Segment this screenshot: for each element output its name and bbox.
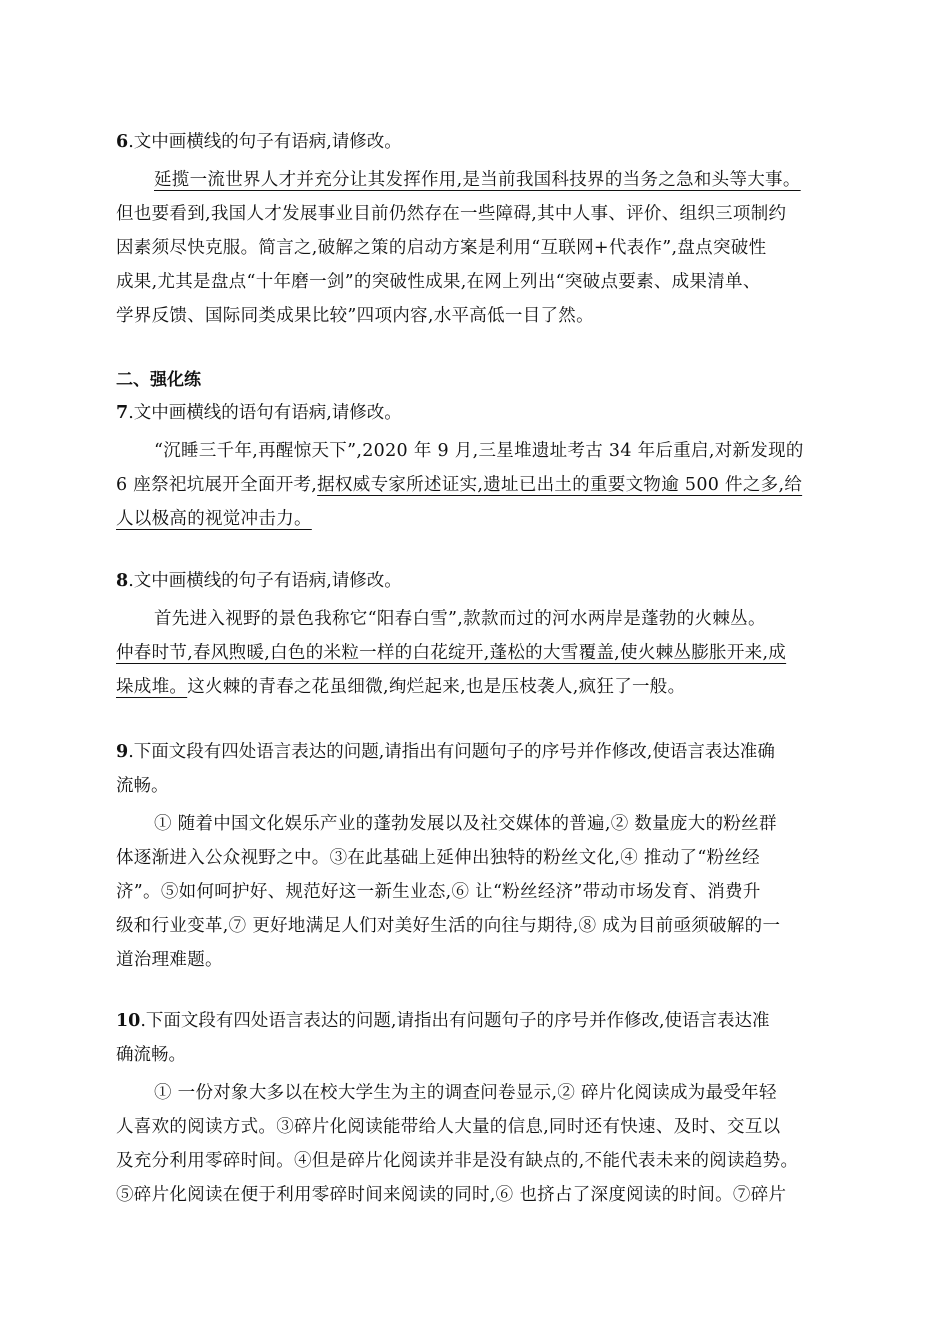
underlined-sentence: 人以极高的视觉冲击力。 (116, 509, 312, 529)
underlined-sentence: 仲春时节,春风煦暖,白色的米粒一样的白花绽开,蓬松的大雪覆盖,使火棘丛膨胀开来,成 (116, 643, 787, 663)
paragraph-line: 但也要看到,我国人才发展事业目前仍然存在一些障碍,其中人事、评价、组织三项制约 (116, 204, 787, 224)
paragraph-line: 首先进入视野的景色我称它“阳春白雪”,款款而过的河水两岸是蓬勃的火棘丛。 (154, 609, 766, 629)
paragraph-line: ① 一份对象大多以在校大学生为主的调查问卷显示,② 碎片化阅读成为最受年轻 (154, 1083, 777, 1103)
paragraph-line: 级和行业变革,⑦ 更好地满足人们对美好生活的向往与期待,⑧ 成为目前亟须破解的一 (116, 916, 781, 936)
question-8-prompt: 8.文中画横线的句子有语病,请修改。 (116, 571, 402, 591)
paragraph-line: 6 座祭祀坑展开全面开考,据权威专家所述证实,遗址已出土的重要文物逾 500 件之多,给 (116, 475, 803, 495)
paragraph-line: 济”。⑤如何呵护好、规范好这一新生业态,⑥ 让“粉丝经济”带动市场发育、消费升 (116, 882, 761, 902)
paragraph-line: ⑤碎片化阅读在便于利用零碎时间来阅读的同时,⑥ 也挤占了深度阅读的时间。⑦碎片 (116, 1185, 787, 1205)
paragraph-line: 学界反馈、国际同类成果比较”四项内容,水平高低一目了然。 (116, 306, 594, 326)
question-9-prompt-cont: 流畅。 (116, 776, 169, 796)
question-10-prompt-cont: 确流畅。 (116, 1045, 186, 1065)
section-heading: 二、强化练 (116, 370, 201, 390)
question-9-prompt: 9.下面文段有四处语言表达的问题,请指出有问题句子的序号并作修改,使语言表达准确 (116, 742, 775, 762)
question-7 (116, 396, 836, 536)
paragraph-line (116, 636, 836, 670)
question-7-prompt: 7.文中画横线的语句有语病,请修改。 (116, 403, 402, 423)
question-10 (116, 1004, 836, 1212)
underlined-sentence: 据权威专家所述证实,遗址已出土的重要文物逾 500 件之多,给 (317, 475, 803, 495)
question-number: 9 (116, 742, 129, 762)
question-9 (116, 735, 836, 977)
question-6 (116, 125, 836, 333)
underlined-sentence: 延揽一流世界人才并充分让其发挥作用,是当前我国科技界的当务之急和头等大事。 (154, 170, 801, 190)
paragraph-line: 因素须尽快克服。简言之,破解之策的启动方案是利用“互联网+代表作”,盘点突破性 (116, 238, 767, 258)
paragraph-line: 成果,尤其是盘点“十年磨一剑”的突破性成果,在网上列出“突破点要素、成果清单、 (116, 272, 761, 292)
question-number: 7 (116, 403, 129, 423)
paragraph-line: 道治理难题。 (116, 950, 223, 970)
paragraph-line: 人喜欢的阅读方式。③碎片化阅读能带给人大量的信息,同时还有快速、及时、交互以 (116, 1117, 781, 1137)
question-number: 6 (116, 132, 129, 152)
question-6-prompt: 6.文中画横线的句子有语病,请修改。 (116, 132, 402, 152)
paragraph-line: 垛成堆。这火棘的青春之花虽细微,绚烂起来,也是压枝袭人,疯狂了一般。 (116, 677, 686, 697)
question-number: 10 (116, 1011, 141, 1031)
paragraph-line (116, 163, 836, 197)
paragraph-line (116, 502, 836, 536)
underlined-sentence: 垛成堆。 (116, 677, 188, 697)
paragraph-line: “沉睡三千年,再醒惊天下”,2020 年 9 月,三星堆遗址考古 34 年后重启,对新发现的 (154, 441, 804, 461)
paragraph-line: 体逐渐进入公众视野之中。③在此基础上延伸出独特的粉丝文化,④ 推动了“粉丝经 (116, 848, 760, 868)
question-8 (116, 564, 836, 704)
question-number: 8 (116, 571, 129, 591)
paragraph-line: ① 随着中国文化娱乐产业的蓬勃发展以及社交媒体的普遍,② 数量庞大的粉丝群 (154, 814, 777, 834)
paragraph-line: 及充分利用零碎时间。④但是碎片化阅读并非是没有缺点的,不能代表未来的阅读趋势。 (116, 1151, 799, 1171)
question-10-prompt: 10.下面文段有四处语言表达的问题,请指出有问题句子的序号并作修改,使语言表达准 (116, 1011, 770, 1031)
